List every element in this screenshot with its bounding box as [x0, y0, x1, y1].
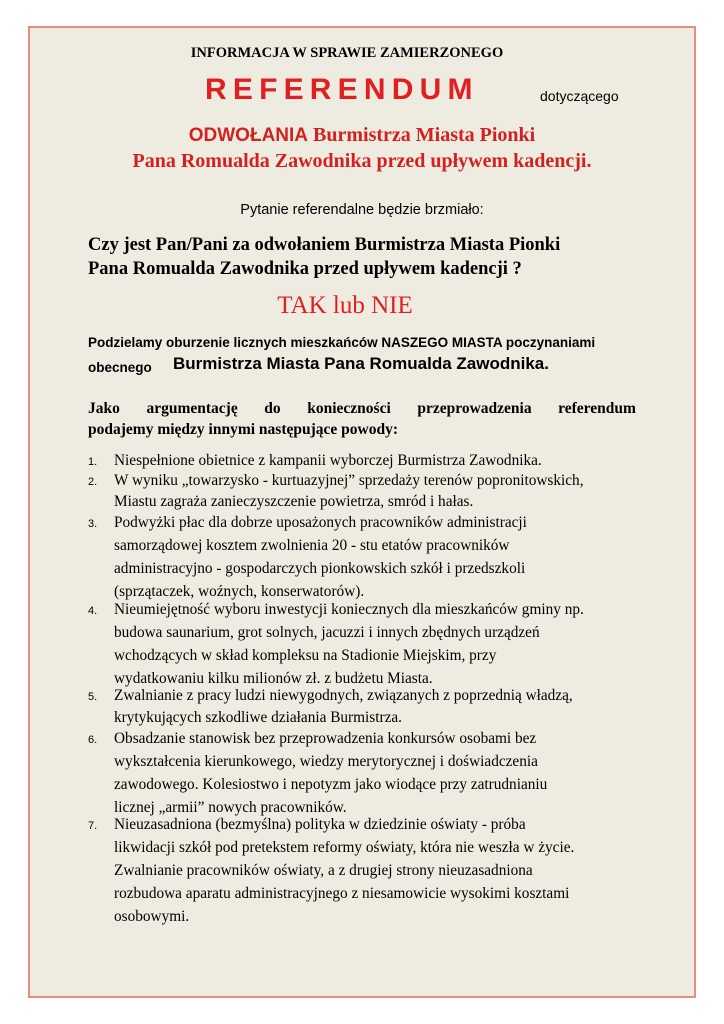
argument-word: do: [264, 400, 281, 417]
argument-word: przeprowadzenia: [417, 400, 532, 417]
statement-line2-big: Burmistrza Miasta Pana Romualda Zawodnika.: [173, 354, 549, 373]
list-line: Nieumiejętność wyboru inwestycji koniecznych dla mieszkańców gminy np.: [114, 601, 584, 618]
list-line: licznej „armii” nowych pracowników.: [114, 799, 347, 816]
list-line: Obsadzanie stanowisk bez przeprowadzenia konkursów osobami bez: [114, 730, 537, 747]
question-intro: Pytanie referendalne będzie brzmiało:: [240, 202, 484, 218]
subtitle-line1: [0, 124, 724, 147]
list-line: Podwyżki płac dla dobrze uposażonych pracowników administracji: [114, 514, 527, 531]
argument-line1: [88, 400, 636, 418]
list-number: 7.: [88, 820, 98, 832]
referendum-title: REFERENDUM: [205, 73, 479, 106]
list-line: Niespełnione obietnice z kampanii wyborczej Burmistrza Zawodnika.: [114, 452, 542, 469]
list-line: wchodzących w skład kompleksu na Stadionie Miejskim, przy: [114, 647, 497, 664]
list-number: 2.: [88, 476, 98, 488]
answer-options: TAK lub NIE: [277, 292, 413, 319]
list-line: (sprzątaczek, woźnych, konserwatorów).: [114, 583, 365, 600]
list-line: W wyniku „towarzysko - kurtuazyjnej” sprzedaży terenów popronitowskich,: [114, 472, 584, 489]
argument-word: konieczności: [307, 400, 391, 417]
list-line: wydatkowaniu kilku milionów zł. z budżetu Miasta.: [114, 670, 433, 687]
argument-word: referendum: [558, 400, 636, 417]
question-line2: Pana Romualda Zawodnika przed upływem kadencji ?: [88, 259, 522, 279]
title-suffix: dotyczącego: [540, 88, 619, 104]
argument-word: argumentację: [146, 400, 238, 417]
list-number: 5.: [88, 691, 98, 703]
subtitle-rest: Burmistrza Miasta Pionki: [308, 124, 536, 146]
list-number: 3.: [88, 518, 98, 530]
list-line: zawodowego. Kolesiostwo i nepotyzm jako wiodące przy zatrudnianiu: [114, 776, 548, 793]
statement-line1: Podzielamy oburzenie licznych mieszkańców NASZEGO MIASTA poczynaniami: [88, 335, 596, 350]
list-line: administracyjno - gospodarczych pionkowskich szkół i przedszkoli: [114, 560, 526, 577]
statement-line2-prefix: obecnego: [88, 360, 152, 375]
subtitle-word: ODWOŁANIA: [188, 125, 309, 146]
list-line: krytykujących szkodliwe działania Burmistrza.: [114, 709, 402, 726]
list-line: samorządowej kosztem zwolnienia 20 - stu etatów pracowników: [114, 537, 510, 554]
list-line: rozbudowa aparatu administracyjnego z niesamowicie wysokimi kosztami: [114, 885, 570, 902]
list-line: budowa saunarium, grot solnych, jacuzzi i innych zbędnych urządzeń: [114, 624, 540, 641]
argument-word: Jako: [88, 400, 120, 417]
list-number: 4.: [88, 605, 98, 617]
question-line1: Czy jest Pan/Pani za odwołaniem Burmistrza Miasta Pionki: [88, 235, 561, 255]
list-number: 1.: [88, 456, 98, 468]
list-line: Nieuzasadniona (bezmyślna) polityka w dziedzinie oświaty - próba: [114, 816, 526, 833]
argument-line2: podajemy między innymi następujące powody:: [88, 421, 399, 438]
list-number: 6.: [88, 734, 98, 746]
list-line: osobowymi.: [114, 908, 190, 925]
subtitle-line2: Pana Romualda Zawodnika przed upływem kadencji.: [132, 150, 592, 172]
list-line: wykształcenia kierunkowego, wiedzy merytorycznej i doświadczenia: [114, 753, 538, 770]
list-line: Zwalnianie z pracy ludzi niewygodnych, związanych z poprzednią władzą,: [114, 687, 573, 704]
list-line: Zwalnianie pracowników oświaty, a z drugiej strony nieuzasadniona: [114, 862, 533, 879]
list-line: Miastu zagraża zanieczyszczenie powietrza, smród i hałas.: [114, 493, 474, 510]
list-line: likwidacji szkół pod pretekstem reformy oświaty, która nie weszła w życie.: [114, 839, 575, 856]
header-line: INFORMACJA W SPRAWIE ZAMIERZONEGO: [190, 45, 504, 61]
